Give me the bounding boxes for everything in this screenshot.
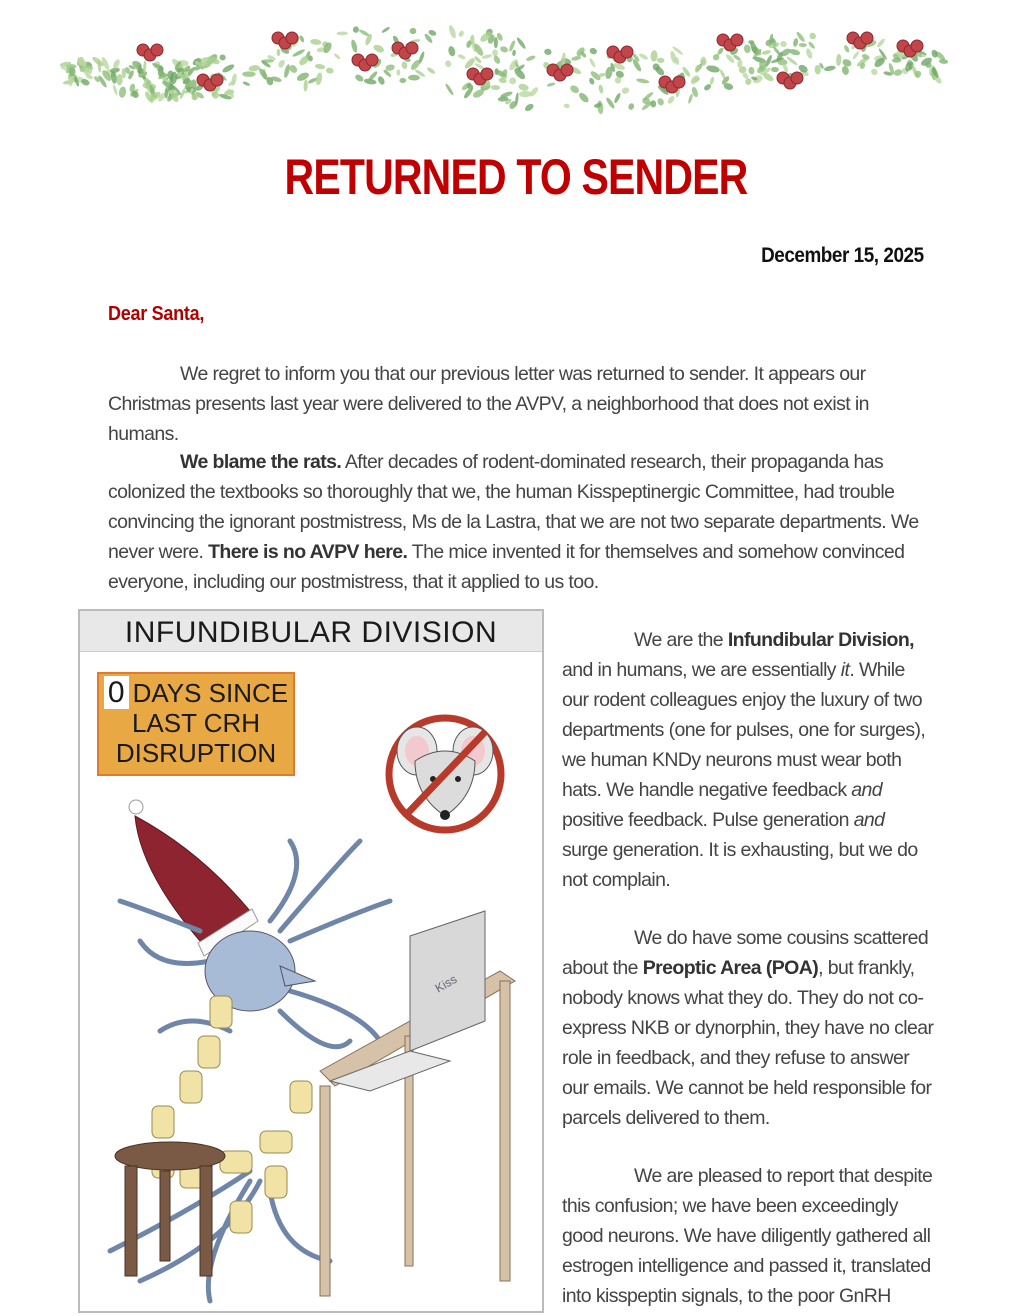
leaf — [516, 37, 527, 50]
leaf — [518, 83, 530, 92]
text-segment: Preoptic Area (POA) — [642, 957, 819, 979]
leaf — [544, 48, 552, 56]
leaf — [605, 97, 616, 110]
leaf — [372, 43, 385, 54]
leaf — [876, 37, 886, 48]
leaf — [399, 78, 406, 83]
text-segment: The mice invented it for themselves and somehow convinced everyone, including our postmistress, that it applied to us too. — [108, 541, 905, 593]
leaf — [492, 49, 499, 57]
leaf — [499, 45, 509, 53]
leaf — [569, 84, 581, 95]
leaf — [492, 54, 501, 64]
berry — [151, 44, 163, 56]
leaf — [118, 86, 127, 98]
text-segment: We do have some cousins scattered about the — [562, 927, 929, 979]
leaf — [310, 39, 322, 46]
leaf — [792, 38, 798, 48]
leaf — [805, 48, 814, 60]
text-segment: and — [853, 809, 885, 831]
text-segment: We blame the rats. — [180, 451, 342, 473]
berry — [911, 40, 923, 52]
berry — [366, 54, 378, 66]
berry — [861, 32, 873, 44]
leaf — [808, 31, 817, 40]
leaf — [508, 76, 518, 86]
berry — [673, 76, 685, 88]
leaf — [657, 58, 665, 64]
berry — [791, 72, 803, 84]
leaf — [598, 84, 604, 94]
leaf — [524, 102, 535, 112]
leaf — [336, 31, 348, 35]
paragraph-5 — [562, 1161, 934, 1311]
leaf — [588, 77, 595, 85]
leaf — [656, 97, 665, 106]
text-segment: , but frankly, nobody knows what they do. They do not co-express NKB or dynorphin, they have no clear role in feedback, and they refuse to answer our emails. We cannot be held responsible for parcels delivered to them. — [562, 957, 934, 1129]
berry — [286, 32, 298, 44]
greeting: Dear Santa, — [108, 303, 205, 325]
leaf — [292, 48, 306, 58]
leaf — [457, 53, 466, 60]
leaf — [426, 66, 436, 74]
days-count: 0 — [104, 676, 129, 709]
leaf — [315, 72, 323, 86]
leaf — [248, 64, 260, 71]
leaf — [939, 59, 949, 65]
leaf — [930, 49, 938, 59]
leaf — [807, 41, 815, 50]
leaf — [841, 65, 850, 76]
leaf — [893, 68, 903, 76]
leaf — [571, 55, 582, 61]
paragraph-1 — [108, 359, 938, 449]
leaf — [870, 67, 879, 76]
berry — [561, 64, 573, 76]
leaf — [748, 66, 755, 74]
leaf — [276, 49, 280, 56]
text-segment: We are pleased to report that despite this confusion; we have been exceedingly good neurons. We have diligently gathered all estrogen intelligence and passed it, translated into kisspeptin signals, to the poor GnRH — [562, 1165, 933, 1307]
leaf — [283, 64, 291, 79]
leaf — [706, 64, 721, 73]
leaf — [458, 30, 465, 38]
leaf — [628, 102, 635, 110]
text-segment: and — [851, 779, 883, 801]
leaf — [377, 75, 386, 86]
laptop-sticker: Kiss — [432, 971, 460, 996]
leaf — [563, 103, 570, 108]
leaf — [296, 71, 311, 83]
berry — [211, 74, 223, 86]
text-segment: We are the — [634, 629, 728, 651]
leaf — [621, 86, 630, 95]
leaf — [761, 49, 771, 55]
text-segment: positive feedback. Pulse generation — [562, 809, 854, 831]
leaf — [786, 56, 799, 66]
leaf — [779, 40, 787, 48]
paragraph-2 — [108, 447, 938, 597]
leaf — [512, 50, 516, 57]
sign-line-2: LAST CRH — [131, 708, 261, 738]
leaf — [546, 82, 555, 87]
leaf — [401, 61, 408, 70]
leaf — [354, 73, 365, 83]
leaf — [409, 28, 416, 35]
text-segment: surge generation. It is exhausting, but we do not complain. — [562, 839, 918, 891]
leaf — [613, 92, 622, 104]
text-segment: There is no AVPV here. — [208, 541, 408, 563]
leaf — [116, 74, 122, 86]
leaf — [525, 54, 536, 62]
days-since-sign — [97, 672, 295, 776]
berry — [731, 34, 743, 46]
leaf — [824, 65, 836, 72]
leaf — [650, 50, 657, 62]
leaf — [519, 91, 532, 98]
leaf — [650, 100, 656, 108]
text-segment: After decades of rodent-dominated research, their propaganda has colonized the textbooks so thoroughly that we, the human Kisspeptinergic Committee, had trouble convincing the ignorant postmistress, Ms de la Lastra, that we are not two separate departments. We never were. — [108, 451, 919, 563]
leaf — [743, 44, 751, 54]
leaf — [299, 35, 305, 43]
leaf — [315, 63, 326, 69]
leaf — [491, 85, 501, 90]
leaf — [667, 95, 676, 105]
no-mouse-icon — [389, 718, 501, 830]
berry — [481, 68, 493, 80]
leaf — [687, 93, 693, 104]
leaf — [350, 39, 358, 53]
leaf — [589, 47, 598, 55]
leaf — [444, 83, 454, 96]
leaf — [381, 26, 390, 34]
leaf — [577, 91, 590, 104]
leaf — [836, 54, 842, 66]
leaf — [408, 75, 420, 81]
leaf — [799, 43, 807, 47]
leaf — [242, 81, 250, 87]
leaf — [448, 24, 458, 39]
stool — [115, 1142, 225, 1276]
leaf — [303, 80, 308, 92]
leaf — [771, 67, 779, 72]
leaf — [788, 48, 800, 56]
berry — [406, 42, 418, 54]
leaf — [588, 57, 596, 68]
sign-line-1: DAYS SINCE — [132, 678, 289, 708]
text-segment: and in humans, we are essentially — [562, 659, 841, 681]
sign-line-3: DISRUPTION — [115, 738, 277, 768]
leaf — [444, 59, 452, 68]
text-segment: it — [840, 659, 850, 681]
leaf — [112, 84, 119, 96]
leaf — [352, 26, 359, 33]
leaf — [242, 71, 256, 77]
leaf — [428, 29, 438, 37]
illustration-infundibular-division — [78, 609, 544, 1313]
leaf — [744, 77, 752, 86]
leaf — [333, 53, 341, 60]
leaf — [326, 67, 334, 74]
leaf — [852, 51, 860, 61]
leaf — [221, 63, 235, 74]
leaf — [892, 57, 902, 63]
leaf — [358, 28, 370, 37]
berry — [621, 46, 633, 58]
leaf — [219, 54, 227, 62]
leaf — [638, 53, 649, 61]
figure-header: INFUNDIBULAR DIVISION — [80, 611, 542, 652]
paragraph-4 — [562, 923, 934, 1133]
leaf — [841, 58, 852, 68]
paragraph-3 — [562, 625, 934, 895]
page-title: RETURNED TO SENDER — [284, 149, 748, 205]
leaf — [165, 88, 168, 98]
leaf — [709, 76, 714, 85]
text-segment: . While our rodent colleagues enjoy the luxury of two departments (one for pulses, one for surges), we human KNDy neurons must wear both hats. We handle negative feedback — [562, 659, 926, 801]
text-segment: We regret to inform you that our previous letter was returned to sender. It appears our Christmas presents last year were delivered to the AVPV, a neighborhood that does not exist in humans. — [108, 363, 869, 445]
holly-garland-decoration — [60, 8, 950, 128]
leaf — [843, 44, 850, 53]
leaf — [447, 45, 456, 57]
leaf — [636, 78, 650, 85]
text-segment: Infundibular Division, — [727, 629, 914, 651]
leaf — [277, 59, 286, 69]
letter-date: December 15, 2025 — [761, 244, 924, 267]
leaf — [396, 69, 401, 76]
